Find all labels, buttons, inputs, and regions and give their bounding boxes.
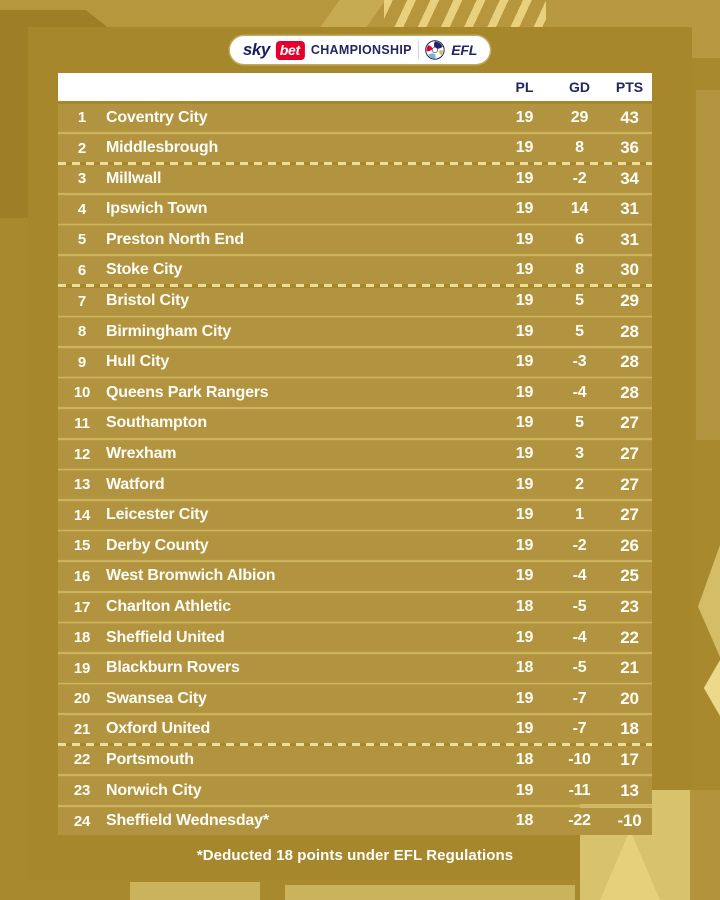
row-position: 22 [73,751,91,769]
row-played: 19 [515,628,534,646]
efl-label: EFL [451,42,478,58]
row-position: 18 [73,629,91,647]
table-row [58,288,652,315]
table-row [58,135,652,162]
row-team-name: Wrexham [106,445,177,463]
table-row [58,655,652,682]
row-points: 29 [620,291,639,311]
row-points: 25 [620,566,639,586]
row-team-name: Bristol City [106,292,189,310]
table-row [58,746,652,773]
row-team-name: Leicester City [106,506,209,524]
row-team-name: Birmingham City [106,322,232,340]
row-team-name: Oxford United [106,720,211,738]
background-stripes-decoration [384,0,546,27]
row-played: 19 [515,720,534,738]
row-team-name: Southampton [106,414,207,432]
row-position: 2 [77,139,87,157]
background-decoration [698,545,720,657]
pill-divider-line [418,41,420,59]
row-goal-diff: -4 [572,567,587,585]
row-points: 22 [620,627,639,647]
row-played: 19 [515,200,534,218]
table-row [58,379,652,406]
row-points: 27 [620,505,639,525]
row-position: 17 [73,598,91,616]
row-position: 11 [74,414,90,432]
row-position: 1 [77,109,87,126]
row-points: 36 [620,138,639,158]
table-row [58,318,652,345]
row-played: 19 [515,353,534,371]
row-position: 16 [73,567,91,585]
row-played: 19 [515,781,534,799]
row-goal-diff: 8 [575,261,584,279]
row-points: 27 [620,474,639,494]
row-goal-diff: -4 [572,628,587,646]
table-row [58,808,652,835]
sky-logo: sky [242,40,270,59]
table-row [58,563,652,590]
table-row [58,471,652,498]
row-position: 13 [73,476,91,494]
row-goal-diff: -7 [572,689,587,707]
row-goal-diff: -11 [568,781,591,799]
row-goal-diff: 5 [575,414,584,432]
row-played: 19 [515,445,534,463]
row-goal-diff: -3 [572,353,587,371]
competition-label: CHAMPIONSHIP [310,43,412,57]
row-position: 8 [77,323,87,341]
row-team-name: Norwich City [106,781,202,799]
table-header-row [58,73,652,101]
table-row [58,716,652,743]
table-row [58,502,652,529]
row-points: -10 [617,811,642,831]
row-points: 28 [620,321,639,341]
row-goal-diff: 3 [575,445,584,463]
row-goal-diff: -5 [572,659,587,677]
row-team-name: Sheffield United [106,628,225,646]
row-played: 18 [515,598,534,615]
footnote: *Deducted 18 points under EFL Regulations [196,847,514,864]
row-points: 27 [620,413,639,433]
table-row [58,594,652,621]
row-position: 3 [77,170,87,188]
row-goal-diff: -22 [568,812,591,830]
row-position: 4 [77,200,87,218]
row-points: 17 [620,749,639,769]
table-row [58,532,652,559]
row-position: 5 [77,231,87,249]
row-team-name: Hull City [106,353,170,371]
row-points: 30 [620,260,639,280]
row-position: 7 [77,292,87,310]
row-goal-diff: -4 [572,383,587,401]
background-decoration [702,660,720,716]
row-played: 19 [515,322,534,340]
brand-pill [230,36,490,64]
table-row [58,441,652,468]
row-goal-diff: 29 [570,108,589,126]
table-row [58,257,652,284]
row-position: 20 [73,690,91,708]
row-team-name: Sheffield Wednesday* [106,812,269,830]
row-position: 10 [73,384,91,402]
table-row [58,196,652,223]
row-team-name: Charlton Athletic [106,598,231,615]
row-goal-diff: -2 [572,169,587,187]
row-played: 18 [515,659,534,677]
row-points: 18 [620,719,639,739]
row-position: 9 [77,353,87,371]
row-goal-diff: 14 [570,200,589,218]
row-goal-diff: 2 [575,475,584,493]
row-goal-diff: 5 [575,292,584,310]
row-team-name: Ipswich Town [106,200,208,218]
row-goal-diff: -5 [572,598,587,615]
row-team-name: Queens Park Rangers [106,383,269,401]
row-played: 19 [515,139,534,157]
table-row [58,226,652,253]
row-played: 19 [515,230,534,248]
background-decoration [690,790,720,900]
row-points: 21 [620,658,639,678]
row-position: 14 [73,506,91,524]
row-team-name: Stoke City [106,261,183,279]
league-table [58,73,652,835]
row-team-name: Derby County [106,536,209,554]
table-row [58,410,652,437]
table-body [58,104,652,835]
background-decoration [130,882,260,900]
row-team-name: Millwall [106,169,162,187]
row-team-name: Swansea City [106,689,207,707]
table-row [58,349,652,376]
table-row [58,104,652,131]
row-goal-diff: 8 [575,139,584,157]
row-goal-diff: 1 [575,506,584,524]
row-goal-diff: -7 [572,720,587,738]
row-played: 19 [515,108,534,126]
row-played: 18 [515,750,534,768]
row-team-name: Watford [106,475,165,493]
row-points: 23 [620,597,639,616]
row-team-name: Preston North End [106,230,244,248]
row-goal-diff: 5 [575,322,584,340]
row-goal-diff: 6 [575,230,584,248]
row-position: 15 [73,537,91,555]
row-points: 28 [620,382,639,402]
row-team-name: Coventry City [106,108,208,126]
row-position: 6 [77,261,87,279]
row-played: 19 [515,383,534,401]
row-points: 28 [620,352,639,372]
table-row [58,624,652,651]
column-header-gd: GD [569,79,590,95]
row-position: 12 [73,445,91,463]
row-points: 26 [620,535,639,555]
row-points: 43 [620,107,639,127]
row-points: 31 [620,199,639,219]
column-header-pl: PL [515,79,534,95]
background-decoration [696,90,720,440]
row-points: 20 [620,688,639,708]
bet-logo: bet [276,41,305,60]
row-team-name: West Bromwich Albion [106,567,276,585]
row-played: 19 [515,475,534,493]
row-played: 19 [515,689,534,707]
row-position: 21 [73,720,91,738]
row-played: 18 [515,812,534,830]
row-goal-diff: -2 [572,536,587,554]
table-row [58,685,652,712]
background-decoration [285,885,575,900]
row-team-name: Middlesbrough [106,139,219,157]
table-row [58,777,652,804]
row-goal-diff: -10 [568,750,591,768]
row-points: 27 [620,444,639,464]
row-position: 24 [73,812,91,830]
row-position: 23 [73,782,91,800]
row-points: 31 [620,229,639,249]
row-points: 13 [620,780,639,800]
table-row [58,165,652,192]
background-decoration [546,0,720,27]
row-points: 34 [620,168,639,188]
row-played: 19 [515,536,534,554]
column-header-pts: PTS [615,79,644,95]
row-played: 19 [515,506,534,524]
row-played: 19 [515,261,534,279]
row-team-name: Blackburn Rovers [106,659,240,677]
row-played: 19 [515,292,534,310]
row-played: 19 [515,414,534,432]
efl-ball-icon [425,40,445,60]
row-played: 19 [515,169,534,187]
row-played: 19 [515,567,534,585]
row-team-name: Portsmouth [106,750,194,768]
row-position: 19 [73,659,91,677]
